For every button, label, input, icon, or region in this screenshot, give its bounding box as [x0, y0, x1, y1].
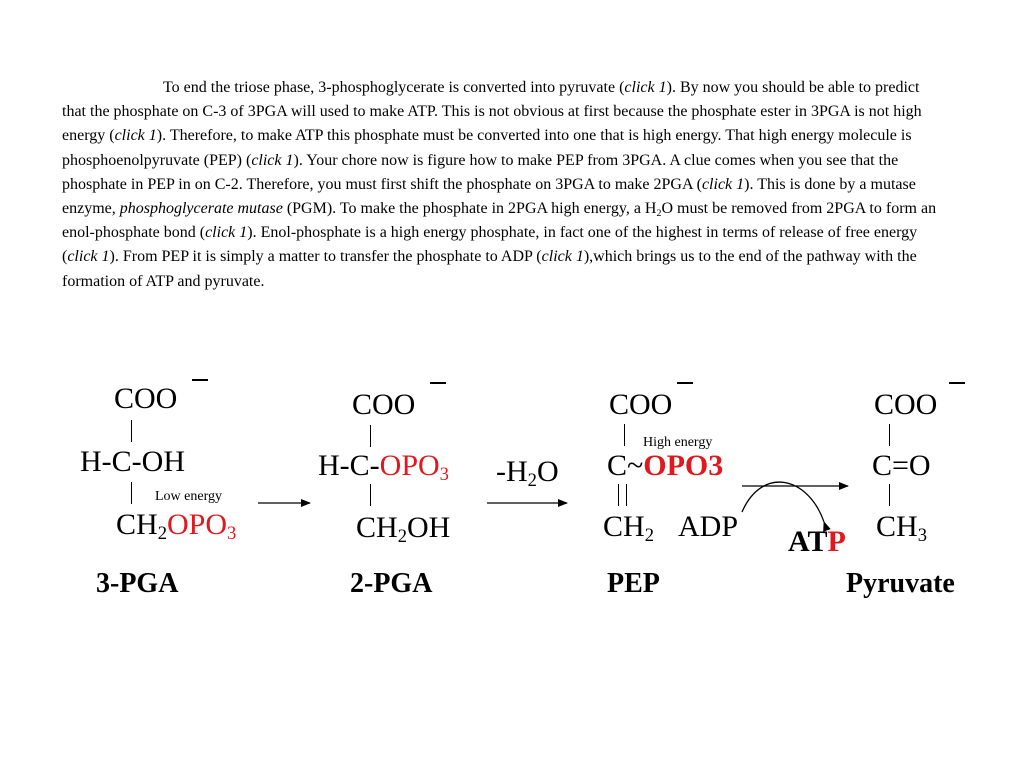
pga2-name: 2-PGA — [350, 568, 433, 599]
paragraph-text: ). From PEP it is simply a matter to transfer the phosphate to ADP ( — [109, 248, 542, 266]
enzyme-name: phosphoglycerate mutase — [119, 200, 283, 218]
pga2-carboxylate: COO — [352, 388, 416, 421]
pyruvate-bond — [889, 424, 890, 446]
click-link[interactable]: click 1 — [701, 175, 745, 193]
paragraph-text: ). By now you should be able to predict that the phosphate on C-3 of 3PGA will used to make ATP. This is not obvious at first because the phosphate ester in 3PGA is not high energy ( — [62, 79, 922, 145]
pep-carboxylate: COO — [609, 388, 673, 421]
paragraph-text: ). Your chore now is figure how to make PEP from 3PGA. A clue comes when you see that the phosphate in PEP in on C-2. Therefore, you must first shift the phosphate on 3PGA to make 2PGA ( — [62, 151, 899, 193]
pep-bond — [624, 424, 625, 446]
pep-name: PEP — [607, 568, 660, 599]
paragraph-text: ). Therefore, to make ATP this phosphate must be converted into one that is high energy. That high energy molecule is phosphoenolpyruvate (PEP) ( — [62, 127, 912, 169]
paragraph-text: To end the triose phase, 3-phosphoglycerate is converted into pyruvate ( — [163, 79, 625, 96]
pga3-carboxylate: COO — [114, 382, 178, 415]
pga3-bond — [131, 482, 132, 504]
atp-label: ATP — [788, 525, 846, 558]
pga2-c3: $CH_2OH$ — [356, 511, 451, 548]
pga2-phosphate: OPO — [379, 449, 440, 482]
subscript: 2 — [656, 207, 662, 219]
pga3-low-energy-label: Low energy — [155, 489, 222, 504]
click-link[interactable]: click 1 — [67, 248, 110, 266]
pga3-c2: H-C-OH — [80, 445, 185, 478]
paragraph-text: ),which brings us to the end of the pathway with the formation of ATP and pyruvate. — [62, 248, 917, 290]
atp-phosphate: P — [827, 525, 846, 558]
pga3-name: 3-PGA — [96, 568, 179, 599]
paragraph-text: (PGM). To make the phosphate in 2PGA high energy, a H — [282, 200, 657, 218]
pep-high-energy-label: High energy — [643, 435, 713, 450]
pyruvate-charge-minus — [949, 382, 965, 384]
pga2-charge-minus — [430, 382, 446, 384]
click-link[interactable]: click 1 — [624, 79, 667, 96]
intro-paragraph — [62, 76, 942, 294]
dehydration-label: $-H_2O$ — [496, 455, 559, 492]
pyruvate-name: Pyruvate — [846, 568, 955, 599]
pep-phosphate: OPO3 — [643, 449, 724, 482]
pga3-bond — [131, 420, 132, 442]
pep-double-bond — [618, 484, 619, 506]
paragraph-text: ). Enol-phosphate is a high energy phosphate, in fact one of the highest in terms of release of free energy ( — [62, 224, 918, 266]
click-link[interactable]: click 1 — [541, 248, 584, 266]
pga3-charge-minus — [192, 379, 208, 381]
pep-charge-minus — [677, 382, 693, 384]
pga2-c2: $H-C-OPO_3$ — [318, 449, 449, 486]
pyruvate-carboxylate: COO — [874, 388, 938, 421]
paragraph-text: ). This is done by a mutase enzyme, — [62, 175, 916, 218]
click-link[interactable]: click 1 — [251, 151, 294, 169]
pyruvate-c3: $CH_3$ — [876, 510, 927, 547]
pyruvate-c2: C=O — [872, 449, 931, 482]
adp-label: ADP — [678, 510, 739, 543]
pga2-bond — [370, 425, 371, 447]
pep-c2: C~OPO3 — [607, 449, 724, 482]
pyruvate-bond — [889, 484, 890, 506]
paragraph-text: O must be removed from 2PGA to form an enol-phosphate bond ( — [62, 200, 937, 242]
pep-double-bond — [626, 484, 627, 506]
arrow-phosphate-transfer — [742, 482, 824, 522]
click-link[interactable]: click 1 — [205, 224, 248, 242]
pga3-phosphate: OPO — [166, 508, 227, 541]
pep-c3: $CH_2$ — [603, 510, 654, 547]
pga2-bond — [370, 484, 371, 506]
click-link[interactable]: click 1 — [114, 127, 157, 145]
pga3-c3: $CH_2OPO_3$ — [116, 508, 237, 545]
